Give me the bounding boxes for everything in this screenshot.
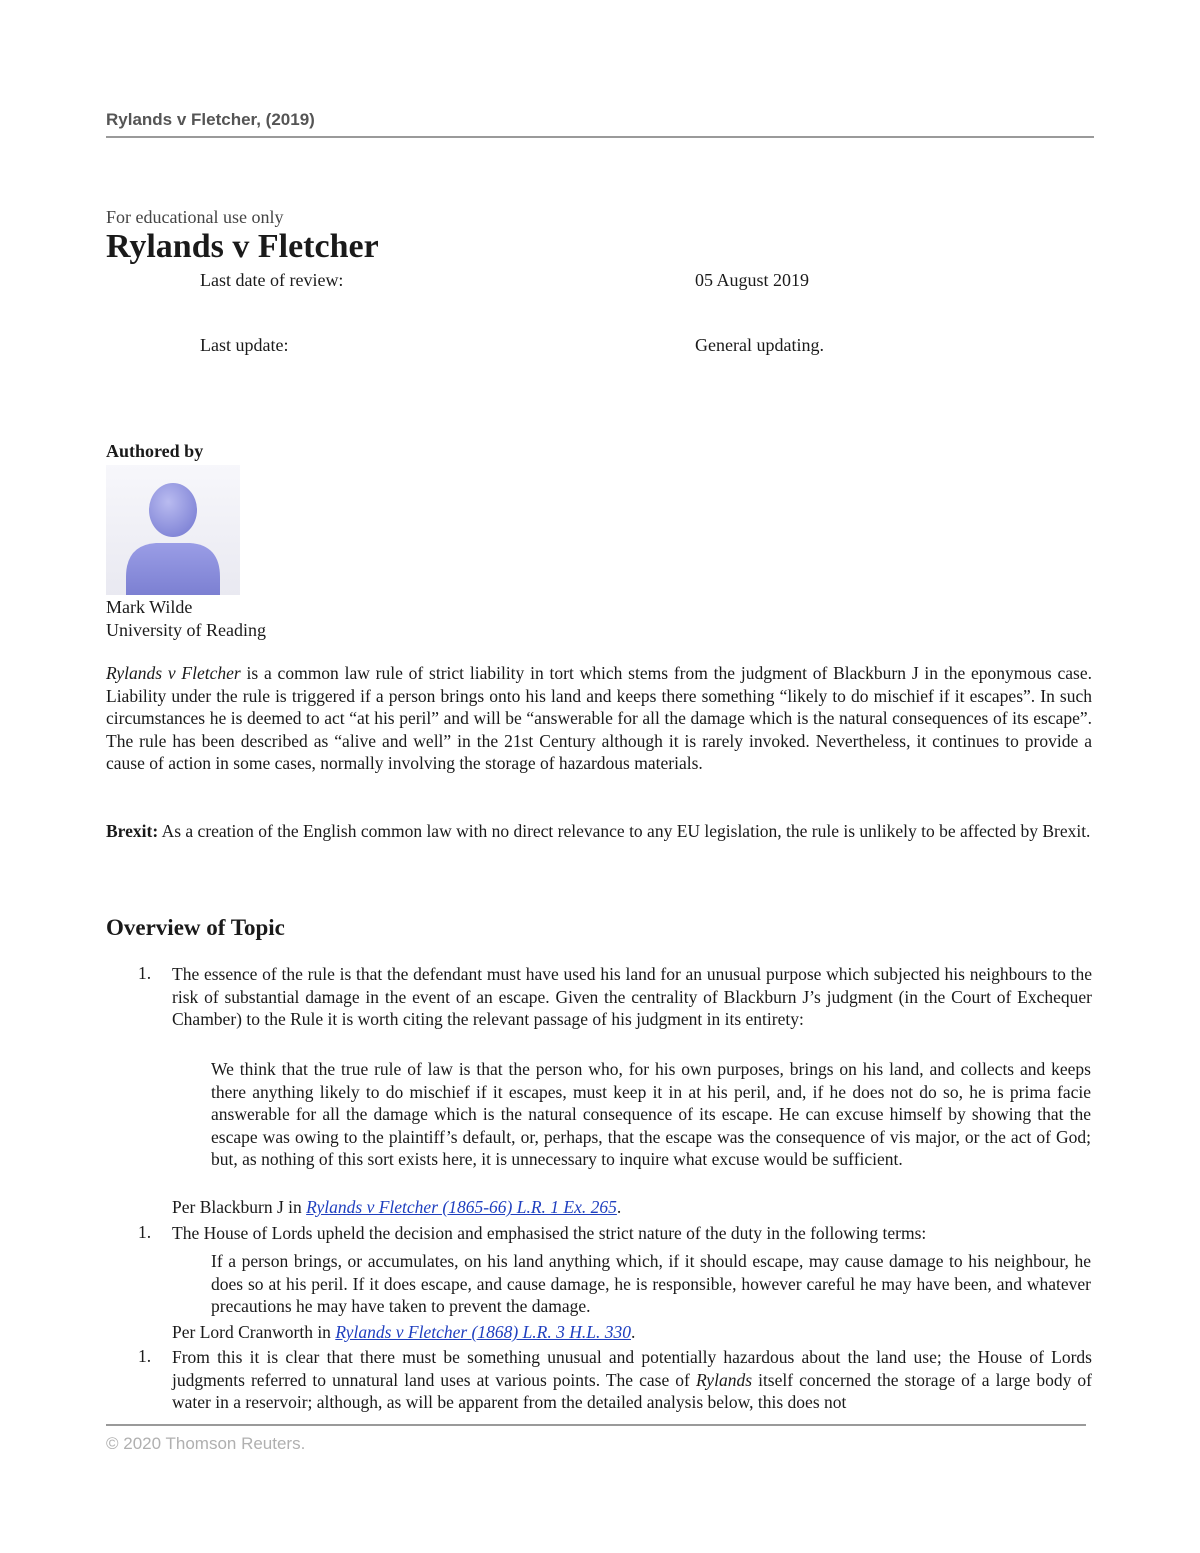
cranworth-quote: If a person brings, or accumulates, on his land anything which, if it should escape, may cause damage to his neighbour, he does so at his peril. If it does escape, and cause damage, he is responsible, however careful he may have been, and whatever precautions he may have taken to prevent the damage. xyxy=(211,1251,1091,1317)
authored-by-label: Authored by xyxy=(106,441,204,461)
list-item-text: The essence of the rule is that the defendant must have used his land for an unusual purpose which subjected his neighbours to the risk of substantial damage in the event of an escape. Given the centrality of Blackburn J’s judgment (in the Court of Exchequer Chamber) to the Rule it is worth citing the relevant passage of his judgment in its entirety: xyxy=(172,964,1092,1030)
citation-blackburn xyxy=(172,1197,621,1218)
author-avatar xyxy=(106,465,240,595)
person-placeholder-icon xyxy=(106,465,240,595)
list-item-number: 1. xyxy=(138,1346,152,1366)
case-link-rylands-1865[interactable]: Rylands v Fletcher (1865-66) L.R. 1 Ex. 265 xyxy=(306,1197,617,1217)
citation-prefix: Per Lord Cranworth in xyxy=(172,1322,336,1342)
list-item-number: 1. xyxy=(138,963,152,983)
blackburn-quote: We think that the true rule of law is that the person who, for his own purposes, brings on his land, and collects and keeps there anything likely to do mischief if it escapes, must keep it in at his peril, and, if he does not do so, he is prima facie answerable for all the damage which is the natural consequence of its escape. He can excuse himself by showing that the escape was owing to the plaintiff’s default, or, perhaps, that the escape was the consequence of vis major, or the act of God; but, as nothing of this sort exists here, it is unnecessary to inquire what excuse would be sufficient. xyxy=(211,1059,1091,1170)
case-link-rylands-1868[interactable]: Rylands v Fletcher (1868) L.R. 3 H.L. 330 xyxy=(335,1322,631,1342)
last-update-label: Last update: xyxy=(200,335,289,355)
citation-suffix: . xyxy=(631,1322,636,1342)
list-item-text xyxy=(172,1346,1092,1414)
author-affiliation: University of Reading xyxy=(106,620,266,640)
footer-divider xyxy=(106,1424,1086,1426)
list-item-text-end: itself concerned the storage of a large body of water in a reservoir; although, as will be apparent from the detailed analysis below, this does not xyxy=(172,1369,1092,1413)
last-update-value: General updating. xyxy=(695,335,824,355)
intro-text: is a common law rule of strict liability in tort which stems from the judgment of Blackburn J in the eponymous case. Liability under the rule is triggered if a person brings onto his land and keeps there something “likely to do mischief if it escapes”. In such circumstances he is deemed to act “at his peril” and will be “answerable for all the damage which is the natural consequences of its escape”. The rule has been described as “alive and well” in the 21st Century although it is rarely invoked. Nevertheless, it continues to provide a cause of action in some cases, normally involving the storage of hazardous materials. xyxy=(106,663,1092,774)
brexit-paragraph xyxy=(106,820,1092,843)
intro-case-name: Rylands v Fletcher xyxy=(106,663,241,683)
intro-paragraph xyxy=(106,662,1092,775)
list-item-text-start: From this it is clear that there must be something unusual and potentially hazardous about the land use; the House of Lords judgments referred to unnatural land uses at various points. The case of xyxy=(172,1347,1092,1390)
brexit-text: As a creation of the English common law with no direct relevance to any EU legislation, the rule is unlikely to be affected by Brexit. xyxy=(158,821,1091,841)
list-item-number: 1. xyxy=(138,1222,152,1242)
copyright-footer: © 2020 Thomson Reuters. xyxy=(106,1434,306,1453)
review-date-value: 05 August 2019 xyxy=(695,270,810,290)
brexit-label: Brexit: xyxy=(106,821,159,841)
list-item-text: The House of Lords upheld the decision and emphasised the strict nature of the duty in the following terms: xyxy=(172,1223,927,1243)
list-item-case-name: Rylands xyxy=(695,1369,753,1390)
citation-suffix: . xyxy=(616,1197,622,1217)
citation-cranworth xyxy=(172,1322,635,1343)
review-date-label: Last date of review: xyxy=(200,270,344,290)
overview-heading: Overview of Topic xyxy=(106,915,285,940)
citation-prefix: Per Blackburn J in xyxy=(172,1197,307,1217)
usage-note: For educational use only xyxy=(106,207,284,227)
header-divider xyxy=(106,136,1094,138)
document-title: Rylands v Fletcher xyxy=(106,228,379,265)
author-name: Mark Wilde xyxy=(106,597,193,617)
running-header: Rylands v Fletcher, (2019) xyxy=(106,110,315,129)
